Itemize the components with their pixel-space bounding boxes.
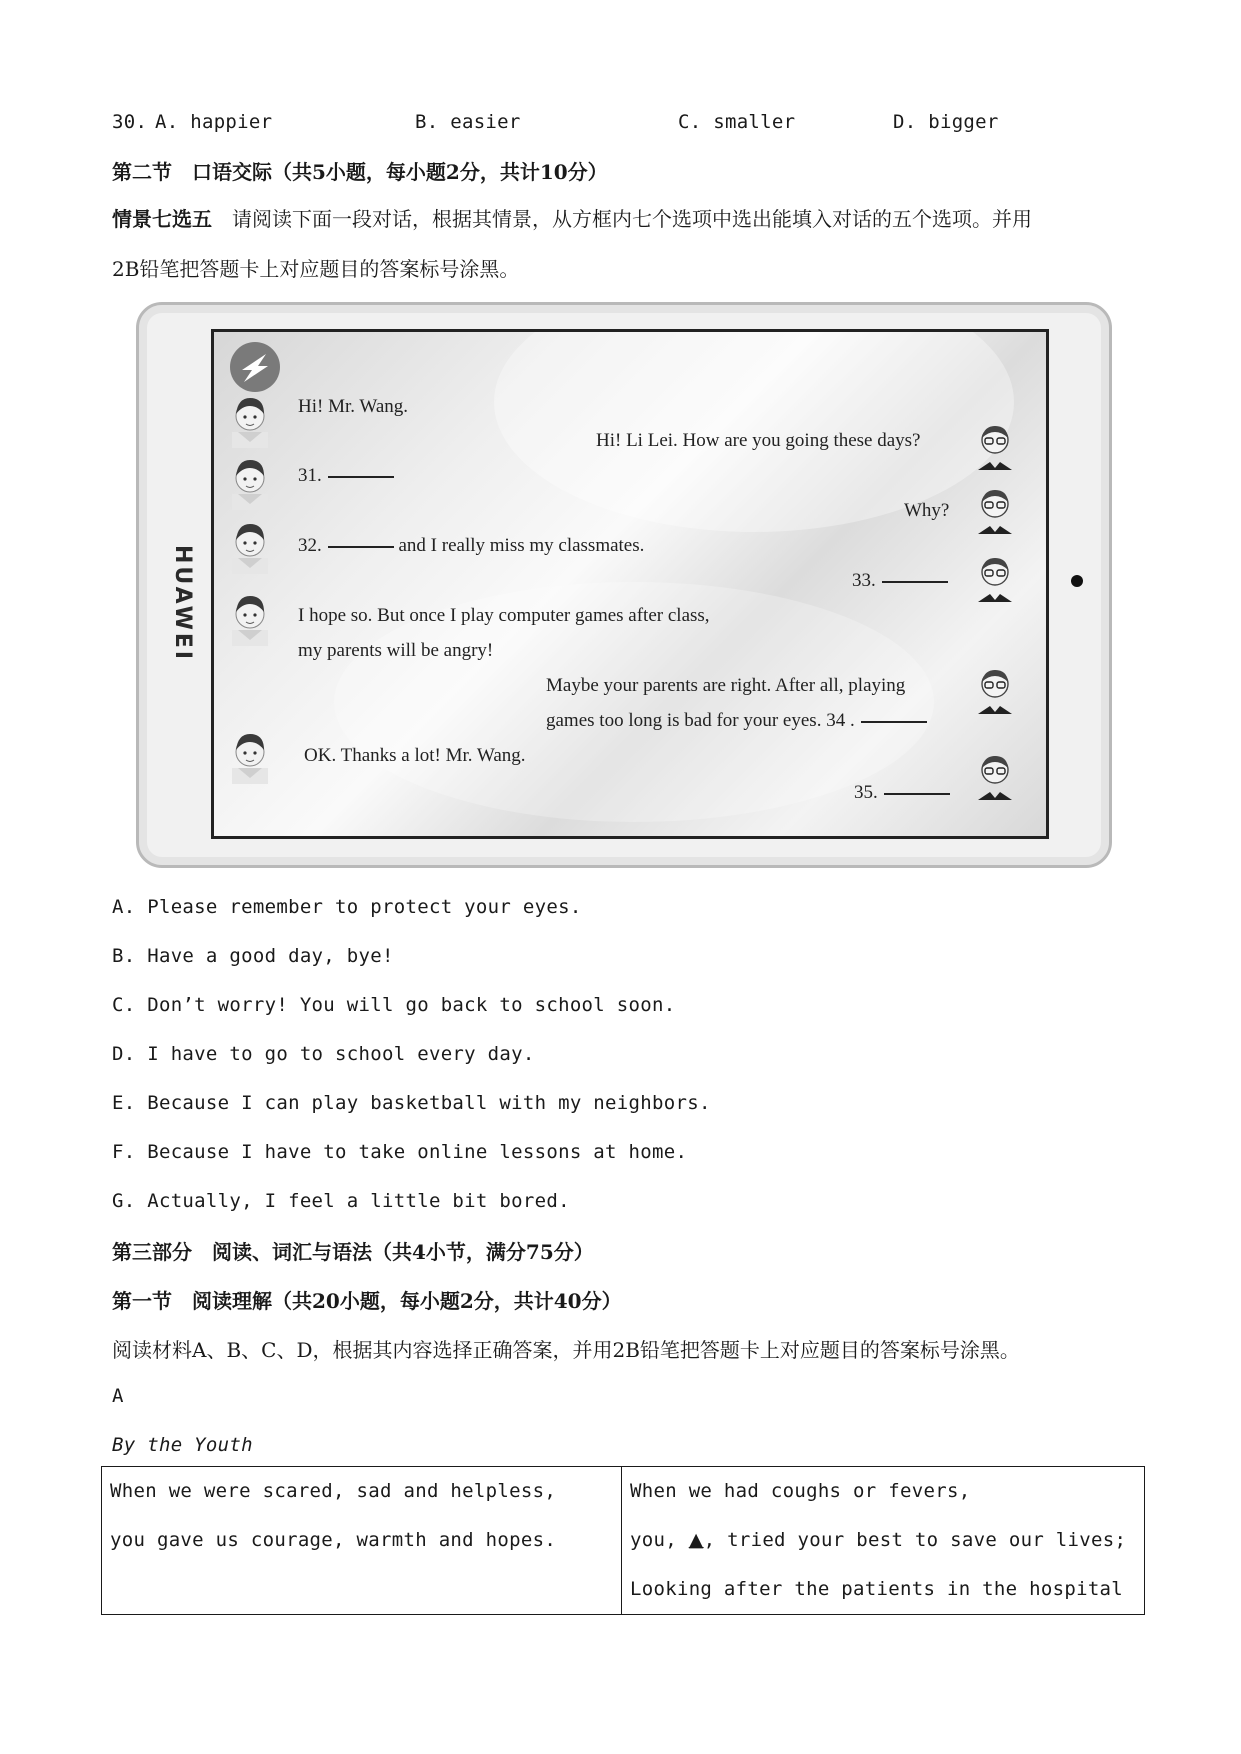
answer-blank: [882, 580, 948, 583]
poem-line: you gave us courage, warmth and hopes.: [110, 1529, 557, 1551]
answer-blank: [861, 720, 927, 723]
choice-e: E. Because I can play basketball with my neighbors.: [112, 1092, 711, 1114]
section2-label: 情景七选五: [112, 207, 212, 231]
choice-f: F. Because I have to take online lessons at home.: [112, 1141, 688, 1163]
q30-number: 30.: [112, 111, 148, 133]
teacher-avatar-icon: [974, 666, 1016, 718]
poem-column-1: [102, 1467, 622, 1615]
answer-blank: [884, 792, 950, 795]
choice-d: D. I have to go to school every day.: [112, 1043, 535, 1065]
dialogue-line-1: Hi! Mr. Wang.: [298, 396, 409, 417]
blank-35-number: 35.: [854, 782, 878, 803]
blank-31-number: 31.: [298, 465, 322, 486]
poem-line: When we were scared, sad and helpless,: [110, 1480, 557, 1502]
student-avatar-icon: [228, 590, 272, 646]
camera-dot: [1071, 575, 1083, 587]
q30-option-a: A. happier: [155, 111, 273, 133]
poem-column-2: [622, 1467, 1145, 1615]
section2-instruction-line2: 2B铅笔把答题卡上对应题目的答案标号涂黑。: [112, 257, 520, 281]
dialogue-line-6: [852, 570, 948, 592]
poem-line: Looking after the patients in the hospital: [630, 1578, 1124, 1600]
app-logo-icon: [228, 340, 282, 394]
poem-line: [630, 1516, 1136, 1565]
part3-title: 第三部分 阅读、词汇与语法（共4小节，满分75分）: [112, 1240, 594, 1264]
section2-instruction-line1: [112, 203, 1032, 232]
teacher-avatar-icon: [974, 422, 1016, 474]
answer-blank: [328, 545, 394, 548]
blank-marker-triangle-icon: ▲: [688, 1529, 704, 1551]
poem-text: you,: [630, 1529, 689, 1551]
q30-option-c: C. smaller: [678, 111, 796, 133]
answer-blank: [328, 475, 394, 478]
choice-a: A. Please remember to protect your eyes.: [112, 896, 582, 918]
teacher-avatar-icon: [974, 554, 1016, 606]
blank-32-tail: and I really miss my classmates.: [398, 535, 645, 556]
poem-table: [101, 1466, 1145, 1615]
tablet-figure: [136, 302, 1112, 868]
section1-instruction: 阅读材料A、B、C、D，根据其内容选择正确答案，并用2B铅笔把答题卡上对应题目的答案标号涂黑。: [112, 1338, 1020, 1362]
student-avatar-icon: [228, 728, 272, 784]
poem-line: When we had coughs or fevers,: [630, 1480, 971, 1502]
dialogue-line-4: Why?: [904, 500, 950, 521]
section2-instruction-text: 请阅读下面一段对话，根据其情景，从方框内七个选项中选出能填入对话的五个选项。并用: [212, 207, 1032, 231]
q30-option-d: D. bigger: [893, 111, 999, 133]
teacher-avatar-icon: [974, 486, 1016, 538]
dialogue-line-8a: Maybe your parents are right. After all, playing: [546, 675, 906, 696]
dialogue-line-8b: [546, 710, 927, 732]
teacher-avatar-icon: [974, 752, 1016, 804]
dialogue-line-9: OK. Thanks a lot! Mr. Wang.: [304, 745, 526, 766]
blank-33-number: 33.: [852, 570, 876, 591]
blank-32-number: 32.: [298, 535, 322, 556]
section1-title: 第一节 阅读理解（共20小题，每小题2分，共计40分）: [112, 1289, 622, 1313]
student-avatar-icon: [228, 454, 272, 510]
dialogue-line-7b: my parents will be angry!: [298, 640, 494, 661]
section2-title: 第二节 口语交际（共5小题，每小题2分，共计10分）: [112, 160, 608, 184]
dialogue-line-10: [854, 782, 950, 804]
tablet-screen: [211, 329, 1049, 839]
blank-34-text: games too long is bad for your eyes. 34 .: [546, 710, 855, 731]
passage-label: A: [112, 1385, 124, 1407]
dialogue-line-3: [298, 465, 394, 487]
choice-c: C. Don’t worry! You will go back to school soon.: [112, 994, 676, 1016]
passage-byline: By the Youth: [112, 1434, 253, 1456]
q30-option-b: B. easier: [415, 111, 521, 133]
dialogue-line-5: [298, 535, 644, 557]
student-avatar-icon: [228, 392, 272, 448]
student-avatar-icon: [228, 518, 272, 574]
choice-b: B. Have a good day, bye!: [112, 945, 394, 967]
tablet-brand: HUAWEI: [170, 545, 195, 663]
dialogue-line-7a: I hope so. But once I play computer games after class,: [298, 605, 710, 626]
poem-text: , tried your best to save our lives;: [703, 1529, 1127, 1551]
choice-g: G. Actually, I feel a little bit bored.: [112, 1190, 570, 1212]
dialogue-line-2: Hi! Li Lei. How are you going these days?: [596, 430, 921, 451]
